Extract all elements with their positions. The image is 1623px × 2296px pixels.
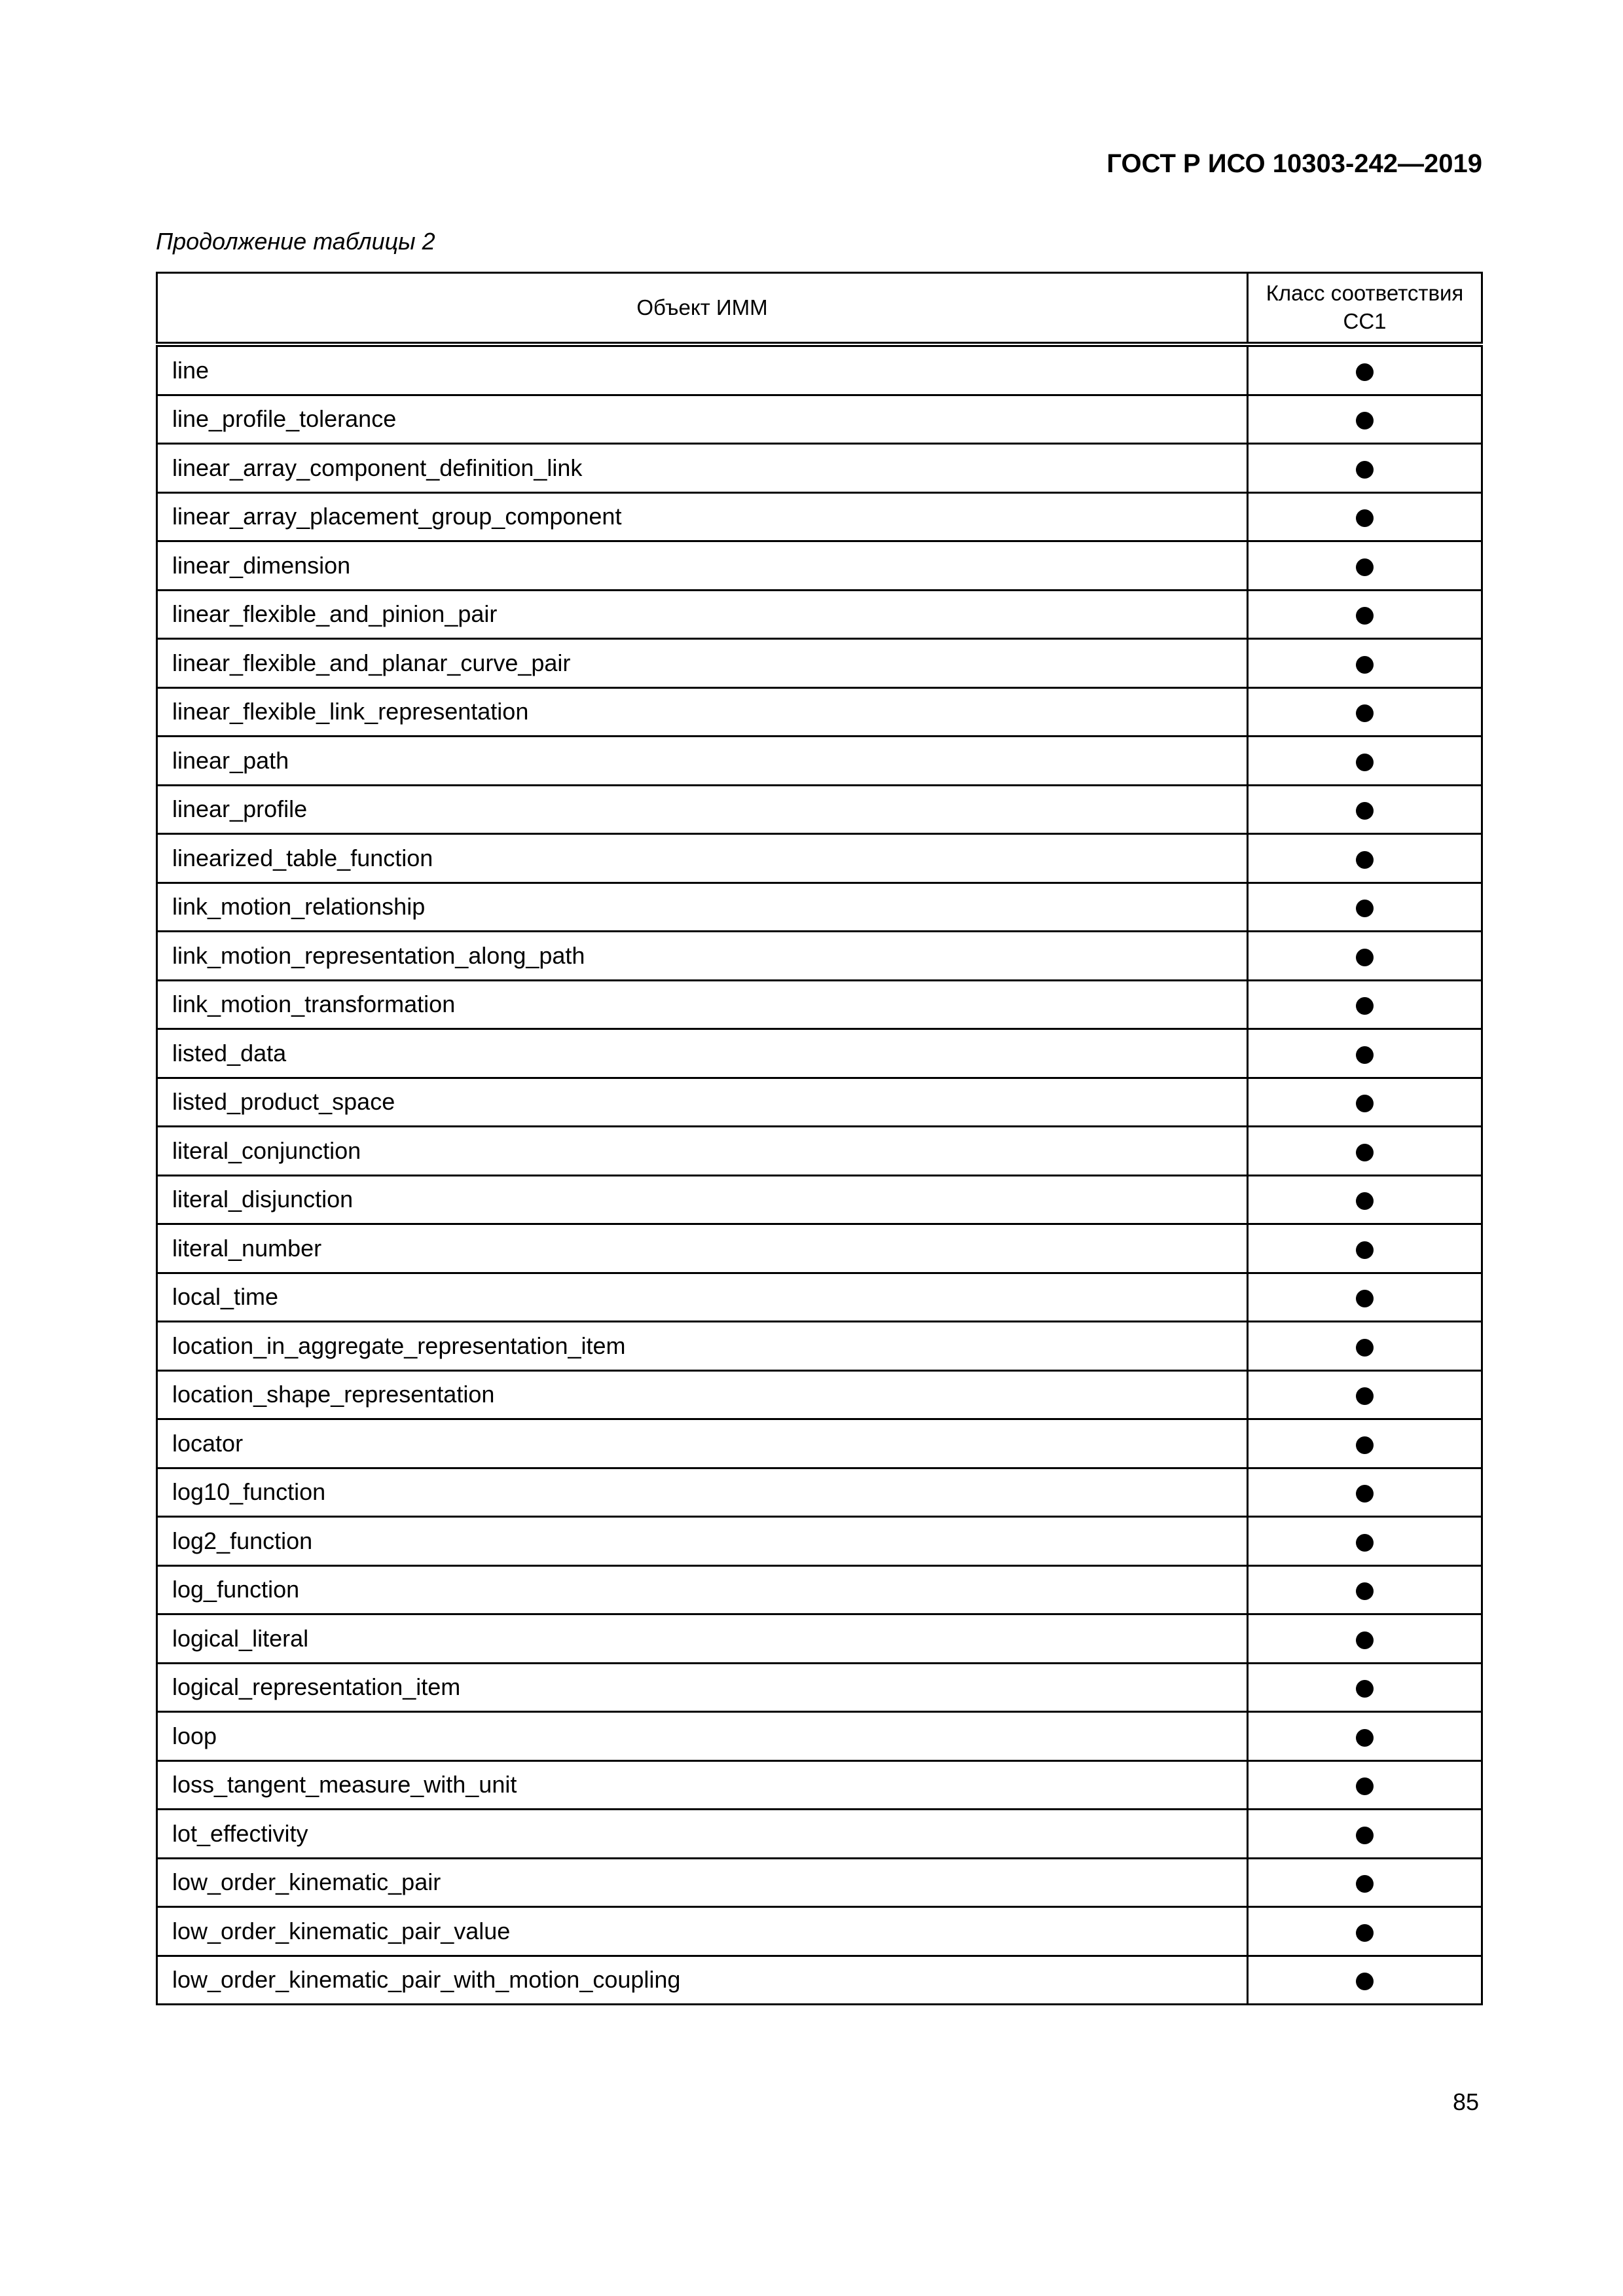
entity-name-cell: loop — [157, 1712, 1248, 1761]
conformance-mark-cell — [1248, 1370, 1482, 1419]
entity-name-cell: linear_path — [157, 737, 1248, 786]
filled-circle-icon — [1356, 1534, 1374, 1552]
table-row — [157, 1712, 1482, 1761]
entity-name-cell: literal_disjunction — [157, 1175, 1248, 1224]
table-row — [157, 1175, 1482, 1224]
entity-name-cell: linearized_table_function — [157, 834, 1248, 883]
table-row — [157, 1907, 1482, 1956]
table-row — [157, 687, 1482, 737]
entity-name-cell: location_in_aggregate_representation_item — [157, 1322, 1248, 1371]
conformance-mark-cell — [1248, 1907, 1482, 1956]
conformance-mark-cell — [1248, 1273, 1482, 1322]
conformance-mark-cell — [1248, 1956, 1482, 2005]
entity-name-cell: linear_profile — [157, 785, 1248, 834]
filled-circle-icon — [1356, 363, 1374, 381]
filled-circle-icon — [1356, 461, 1374, 479]
conformance-mark-cell — [1248, 1565, 1482, 1614]
column-header-class — [1248, 273, 1482, 345]
table-header-row — [157, 273, 1482, 345]
conformance-table — [156, 272, 1483, 2005]
filled-circle-icon — [1356, 1046, 1374, 1064]
filled-circle-icon — [1356, 802, 1374, 820]
table-row — [157, 639, 1482, 688]
filled-circle-icon — [1356, 851, 1374, 869]
table-row — [157, 1468, 1482, 1517]
table-body — [157, 344, 1482, 2005]
table-row — [157, 1760, 1482, 1810]
table-caption: Продолжение таблицы 2 — [156, 228, 435, 255]
conformance-mark-cell — [1248, 737, 1482, 786]
filled-circle-icon — [1356, 997, 1374, 1015]
table-row — [157, 932, 1482, 981]
filled-circle-icon — [1356, 1192, 1374, 1210]
conformance-mark-cell — [1248, 1712, 1482, 1761]
table-row — [157, 737, 1482, 786]
conformance-mark-cell — [1248, 1127, 1482, 1176]
conformance-mark-cell — [1248, 344, 1482, 395]
entity-name-cell: literal_number — [157, 1224, 1248, 1273]
conformance-mark-cell — [1248, 834, 1482, 883]
entity-name-cell: log_function — [157, 1565, 1248, 1614]
conformance-mark-cell — [1248, 444, 1482, 493]
table-row — [157, 1078, 1482, 1127]
entity-name-cell: linear_array_placement_group_component — [157, 492, 1248, 541]
conformance-mark-cell — [1248, 639, 1482, 688]
conformance-mark-cell — [1248, 1322, 1482, 1371]
table-row — [157, 541, 1482, 591]
filled-circle-icon — [1356, 558, 1374, 576]
table-row — [157, 1419, 1482, 1468]
table-row — [157, 785, 1482, 834]
entity-name-cell: low_order_kinematic_pair — [157, 1858, 1248, 1907]
filled-circle-icon — [1356, 754, 1374, 771]
table-row — [157, 492, 1482, 541]
conformance-mark-cell — [1248, 1078, 1482, 1127]
filled-circle-icon — [1356, 1827, 1374, 1844]
entity-name-cell: low_order_kinematic_pair_with_motion_coupling — [157, 1956, 1248, 2005]
filled-circle-icon — [1356, 1241, 1374, 1259]
conformance-mark-cell — [1248, 1419, 1482, 1468]
entity-name-cell: linear_flexible_and_pinion_pair — [157, 590, 1248, 639]
table-row — [157, 395, 1482, 444]
entity-name-cell: line — [157, 344, 1248, 395]
entity-name-cell: listed_product_space — [157, 1078, 1248, 1127]
entity-name-cell: link_motion_transformation — [157, 980, 1248, 1029]
table-row — [157, 1858, 1482, 1907]
filled-circle-icon — [1356, 900, 1374, 917]
table-row — [157, 344, 1482, 395]
conformance-mark-cell — [1248, 492, 1482, 541]
page-number: 85 — [1452, 2088, 1479, 2115]
entity-name-cell: linear_dimension — [157, 541, 1248, 591]
table-row — [157, 1127, 1482, 1176]
entity-name-cell: lot_effectivity — [157, 1810, 1248, 1859]
entity-name-cell: logical_literal — [157, 1614, 1248, 1664]
conformance-mark-cell — [1248, 1468, 1482, 1517]
entity-name-cell: logical_representation_item — [157, 1663, 1248, 1712]
entity-name-cell: link_motion_representation_along_path — [157, 932, 1248, 981]
table-row — [157, 1565, 1482, 1614]
filled-circle-icon — [1356, 1729, 1374, 1747]
entity-name-cell: loss_tangent_measure_with_unit — [157, 1760, 1248, 1810]
table-row — [157, 1810, 1482, 1859]
table-row — [157, 1322, 1482, 1371]
conformance-mark-cell — [1248, 1175, 1482, 1224]
table-row — [157, 834, 1482, 883]
conformance-mark-cell — [1248, 1517, 1482, 1566]
conformance-mark-cell — [1248, 1858, 1482, 1907]
entity-name-cell: linear_array_component_definition_link — [157, 444, 1248, 493]
filled-circle-icon — [1356, 1875, 1374, 1893]
table-row — [157, 1224, 1482, 1273]
filled-circle-icon — [1356, 1582, 1374, 1600]
filled-circle-icon — [1356, 1095, 1374, 1112]
conformance-mark-cell — [1248, 1614, 1482, 1664]
conformance-mark-cell — [1248, 1029, 1482, 1078]
conformance-mark-cell — [1248, 687, 1482, 737]
table-row — [157, 980, 1482, 1029]
filled-circle-icon — [1356, 1631, 1374, 1649]
filled-circle-icon — [1356, 704, 1374, 722]
conformance-mark-cell — [1248, 395, 1482, 444]
entity-name-cell: location_shape_representation — [157, 1370, 1248, 1419]
conformance-mark-cell — [1248, 1810, 1482, 1859]
conformance-mark-cell — [1248, 1224, 1482, 1273]
filled-circle-icon — [1356, 1680, 1374, 1698]
table-row — [157, 444, 1482, 493]
filled-circle-icon — [1356, 1144, 1374, 1161]
filled-circle-icon — [1356, 1924, 1374, 1942]
entity-name-cell: linear_flexible_link_representation — [157, 687, 1248, 737]
filled-circle-icon — [1356, 1339, 1374, 1357]
conformance-mark-cell — [1248, 1663, 1482, 1712]
table-row — [157, 590, 1482, 639]
entity-name-cell: link_motion_relationship — [157, 883, 1248, 932]
table-row — [157, 1029, 1482, 1078]
filled-circle-icon — [1356, 656, 1374, 674]
conformance-mark-cell — [1248, 932, 1482, 981]
entity-name-cell: log2_function — [157, 1517, 1248, 1566]
column-header-class-code: CC1 — [1343, 309, 1387, 333]
table-row — [157, 1273, 1482, 1322]
filled-circle-icon — [1356, 607, 1374, 625]
entity-name-cell: local_time — [157, 1273, 1248, 1322]
table-row — [157, 1614, 1482, 1664]
filled-circle-icon — [1356, 1290, 1374, 1307]
filled-circle-icon — [1356, 1387, 1374, 1405]
entity-name-cell: log10_function — [157, 1468, 1248, 1517]
filled-circle-icon — [1356, 412, 1374, 429]
table-row — [157, 1517, 1482, 1566]
table-row — [157, 1370, 1482, 1419]
filled-circle-icon — [1356, 1973, 1374, 1990]
entity-name-cell: linear_flexible_and_planar_curve_pair — [157, 639, 1248, 688]
column-header-class-title: Класс соответствия — [1266, 281, 1464, 306]
column-header-object: Объект ИММ — [157, 273, 1248, 345]
filled-circle-icon — [1356, 1436, 1374, 1454]
table-row — [157, 1663, 1482, 1712]
table-row — [157, 1956, 1482, 2005]
conformance-mark-cell — [1248, 980, 1482, 1029]
entity-name-cell: literal_conjunction — [157, 1127, 1248, 1176]
document-standard-header: ГОСТ Р ИСО 10303-242—2019 — [1106, 149, 1482, 178]
filled-circle-icon — [1356, 949, 1374, 966]
conformance-mark-cell — [1248, 590, 1482, 639]
entity-name-cell: low_order_kinematic_pair_value — [157, 1907, 1248, 1956]
entity-name-cell: line_profile_tolerance — [157, 395, 1248, 444]
entity-name-cell: listed_data — [157, 1029, 1248, 1078]
filled-circle-icon — [1356, 509, 1374, 527]
table-row — [157, 883, 1482, 932]
filled-circle-icon — [1356, 1485, 1374, 1503]
conformance-mark-cell — [1248, 541, 1482, 591]
entity-name-cell: locator — [157, 1419, 1248, 1468]
conformance-mark-cell — [1248, 883, 1482, 932]
conformance-mark-cell — [1248, 1760, 1482, 1810]
conformance-mark-cell — [1248, 785, 1482, 834]
filled-circle-icon — [1356, 1777, 1374, 1795]
